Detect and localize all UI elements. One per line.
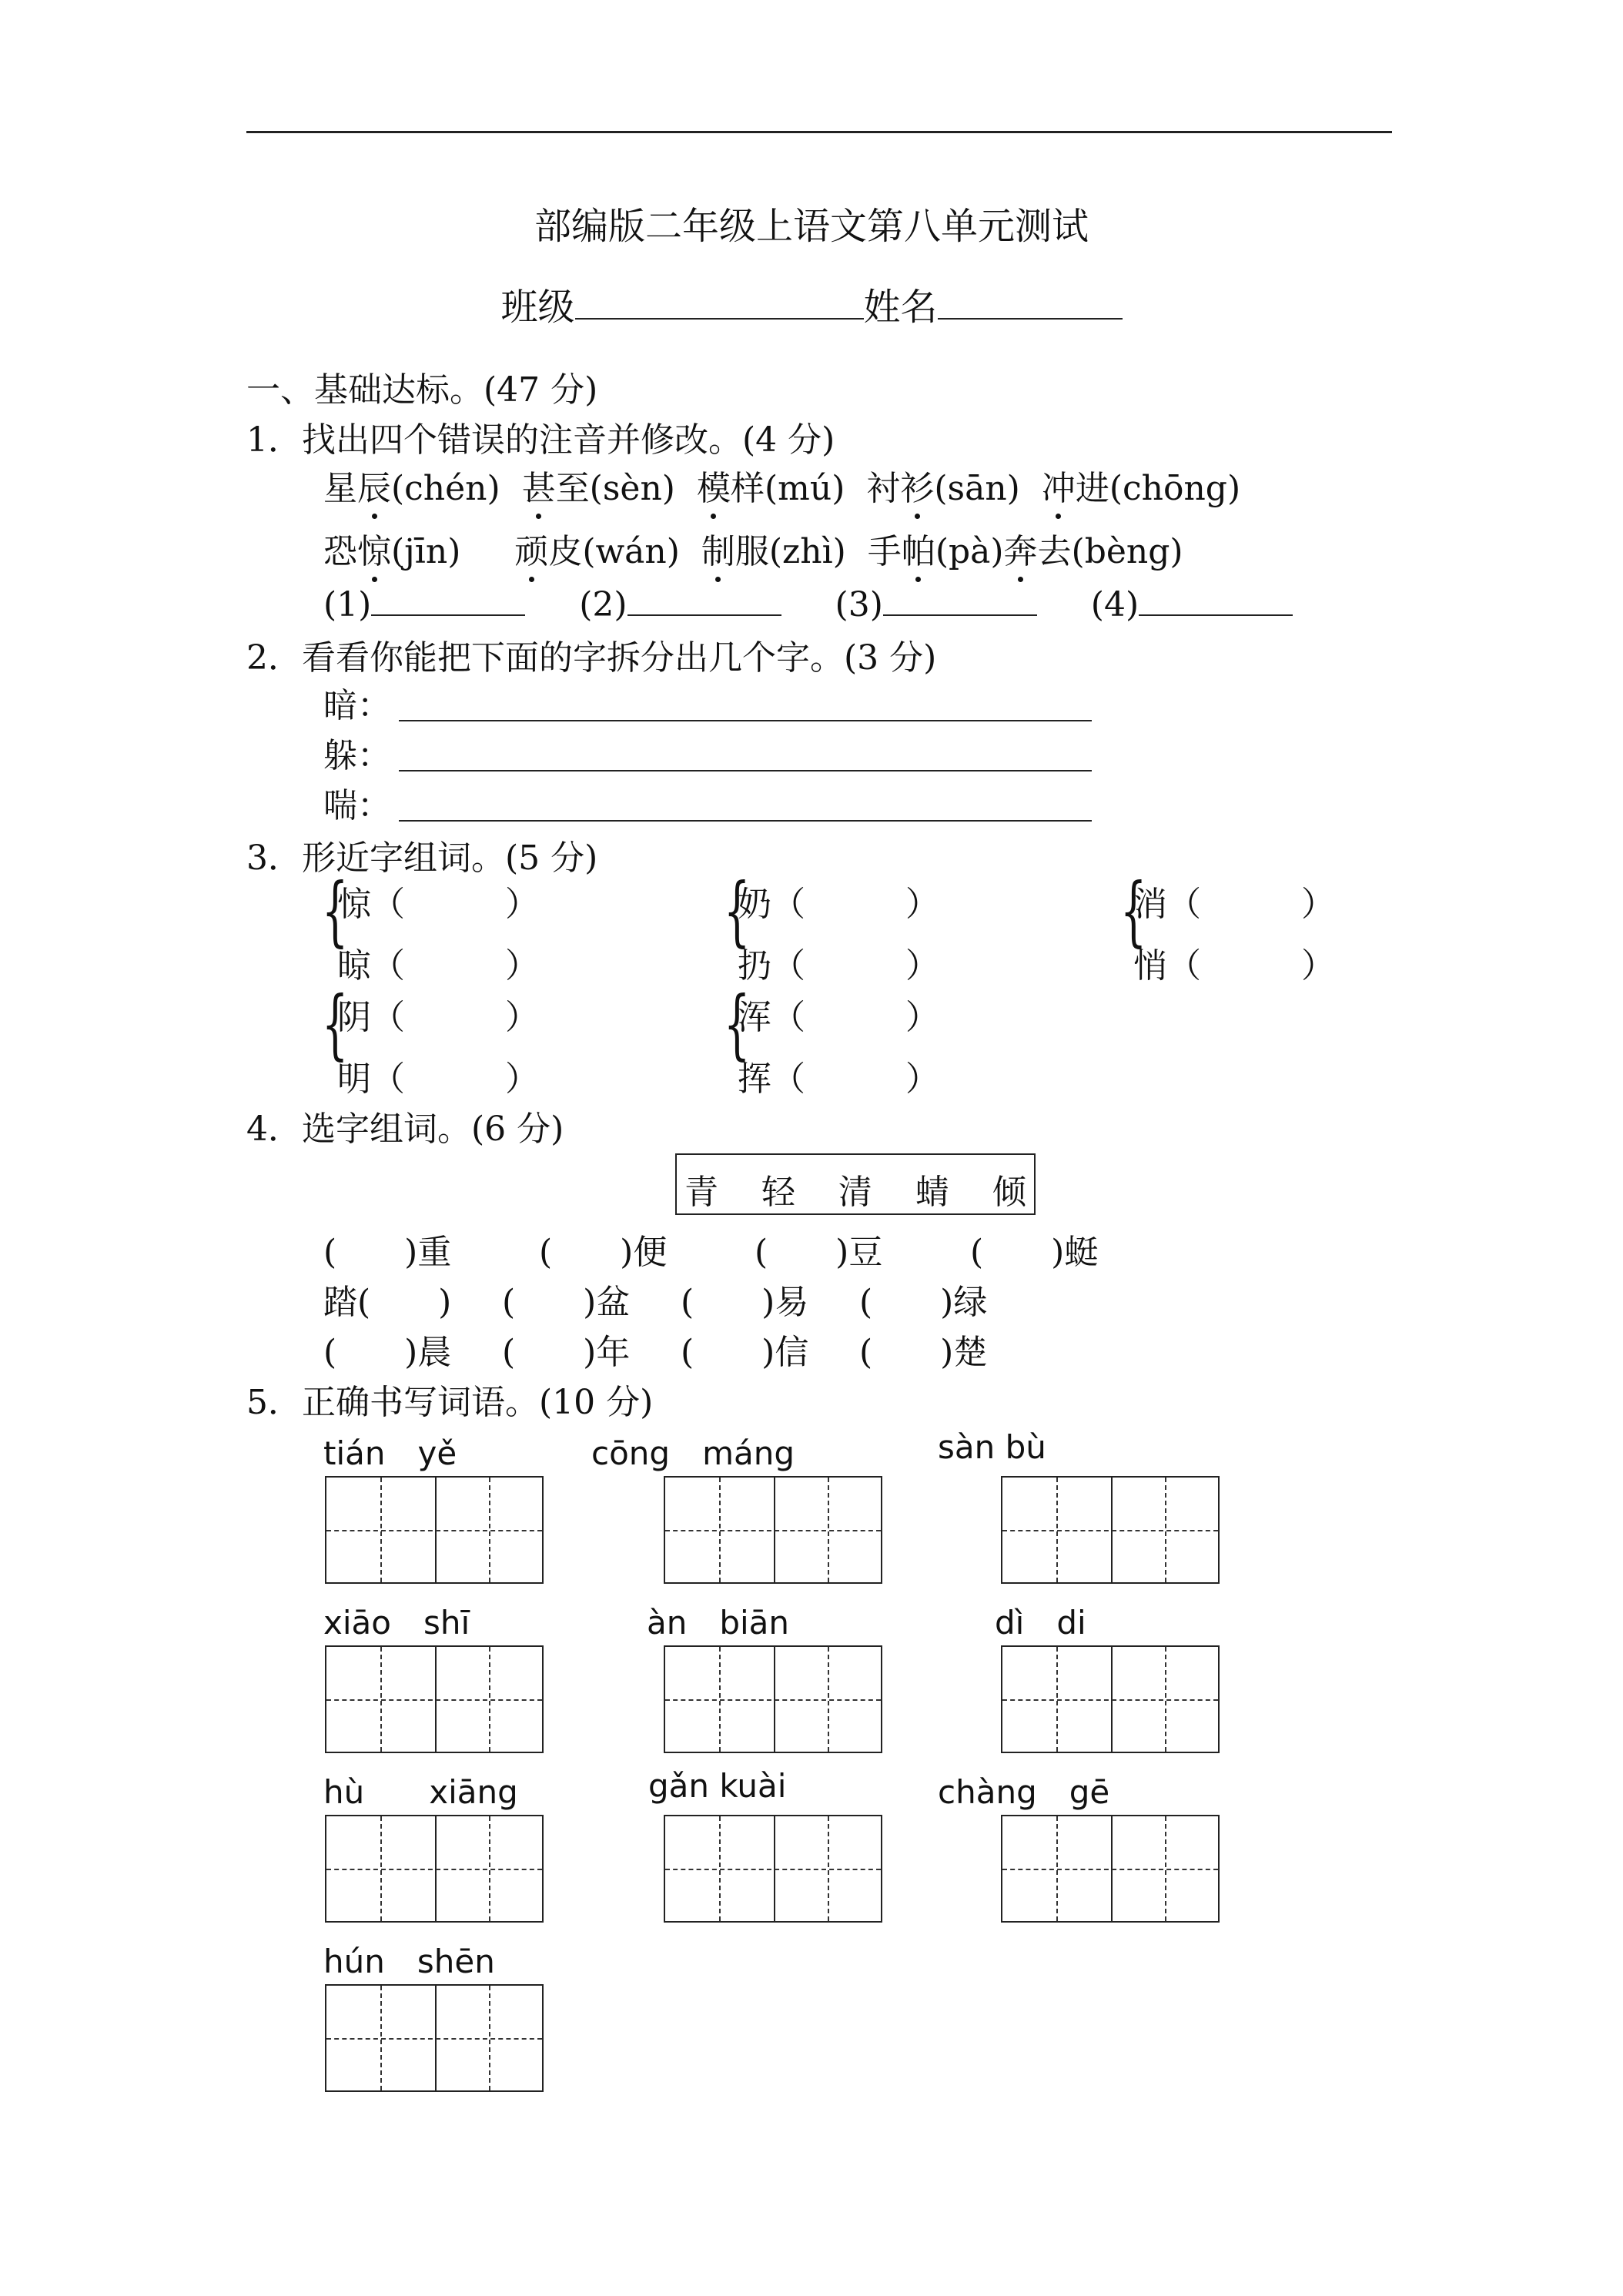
- option: 倾: [992, 1173, 1026, 1212]
- q4-item: ( )豆: [755, 1233, 883, 1272]
- q4-item: ( )晨: [323, 1333, 452, 1372]
- writing-grid[interactable]: [664, 1815, 882, 1923]
- pinyin-label: hù xiāng: [323, 1773, 518, 1811]
- brace-icon: {: [322, 981, 349, 1069]
- q3-item: 扔（ ）: [738, 946, 939, 986]
- q3-item: 挥（ ）: [738, 1059, 939, 1099]
- answer-label: (3): [835, 585, 883, 624]
- writing-grid[interactable]: [1001, 1476, 1220, 1584]
- q2-answer-line[interactable]: [399, 770, 1092, 771]
- q4-item: ( )重: [323, 1233, 452, 1272]
- answer-label: (2): [579, 585, 627, 624]
- brace-icon: {: [1120, 868, 1147, 956]
- q1-item: 冲进(chōng): [1041, 469, 1241, 508]
- class-label: 班级: [500, 286, 575, 329]
- answer-label: (4): [1090, 585, 1139, 624]
- q3-item: 悄（ ）: [1133, 946, 1335, 986]
- q4-option-box: [675, 1153, 1036, 1215]
- name-blank[interactable]: [938, 287, 1123, 320]
- class-name-line: [0, 277, 1623, 330]
- q2-answer-line[interactable]: [399, 820, 1092, 822]
- q4-item: ( )盆: [502, 1283, 631, 1322]
- answer-blank[interactable]: [371, 587, 525, 616]
- pinyin-label: chàng gē: [938, 1773, 1110, 1811]
- q4-row-2: [323, 1274, 987, 1324]
- answer-blank[interactable]: [1139, 587, 1293, 616]
- q3-item: 浑（ ）: [738, 998, 939, 1037]
- writing-grid[interactable]: [1001, 1815, 1220, 1923]
- q1-item: 衬衫(sān): [866, 469, 1020, 508]
- q3-item: 奶（ ）: [738, 885, 939, 924]
- q5-label: 5．正确书写词语。(10 分): [246, 1383, 654, 1422]
- q4-row-3: [323, 1324, 987, 1374]
- writing-grid[interactable]: [325, 1815, 544, 1923]
- pinyin-label: àn biān: [647, 1604, 790, 1642]
- pinyin-label: hún shēn: [323, 1943, 495, 1980]
- q4-item: ( )便: [539, 1233, 668, 1272]
- q3-item: 晾（ ）: [337, 946, 539, 986]
- q1-item: 模样(mú): [696, 469, 845, 508]
- q1-answers: [323, 585, 1293, 624]
- q2-label: 2．看看你能把下面的字拆分出几个字。(3 分): [246, 638, 937, 678]
- option: 清: [838, 1173, 872, 1212]
- q1-item: 星辰(chén): [323, 469, 500, 508]
- q1-row-1: [323, 460, 1240, 510]
- q4-options: [684, 1164, 1026, 1213]
- writing-grid[interactable]: [664, 1476, 882, 1584]
- pinyin-label: tián yě: [323, 1434, 457, 1472]
- writing-grid[interactable]: [325, 1984, 544, 2092]
- q4-item: ( )年: [502, 1333, 631, 1372]
- answer-label: (1): [323, 585, 372, 624]
- q1-item: 奔去(bèng): [1003, 532, 1183, 571]
- q3-item: 明（ ）: [337, 1059, 539, 1099]
- section-1-heading: 一、基础达标。(47 分): [246, 370, 598, 410]
- pinyin-label: cōng máng: [591, 1434, 795, 1472]
- brace-icon: {: [724, 868, 751, 956]
- q1-row-2: [323, 524, 1183, 573]
- top-rule: [246, 131, 1392, 133]
- q1-item: 恐惊(jīn): [323, 532, 461, 571]
- writing-grid[interactable]: [1001, 1645, 1220, 1753]
- pinyin-label: gǎn kuài: [648, 1767, 787, 1805]
- pinyin-label: dì di: [995, 1604, 1086, 1642]
- q2-answer-line[interactable]: [399, 720, 1092, 721]
- q1-item: 制服(zhì): [701, 532, 846, 571]
- q4-item: ( )蜓: [970, 1233, 1099, 1272]
- writing-grid[interactable]: [664, 1645, 882, 1753]
- page-title: 部编版二年级上语文第八单元测试: [534, 205, 1089, 248]
- q3-item: 惊（ ）: [337, 885, 539, 924]
- q4-item: 踏( ): [323, 1283, 452, 1322]
- option: 轻: [761, 1173, 795, 1212]
- q4-item: ( )楚: [859, 1333, 988, 1372]
- brace-icon: {: [322, 868, 349, 956]
- option: 青: [684, 1173, 718, 1212]
- q4-item: ( )信: [681, 1333, 809, 1372]
- q4-item: ( )易: [681, 1283, 809, 1322]
- writing-grid[interactable]: [325, 1476, 544, 1584]
- q3-label: 3．形近字组词。(5 分): [246, 838, 598, 878]
- pinyin-label: xiāo shī: [323, 1604, 470, 1642]
- q1-item: 顽皮(wán): [514, 532, 680, 571]
- brace-icon: {: [724, 981, 751, 1069]
- q2-char: 暗：: [323, 686, 391, 725]
- q3-item: 消（ ）: [1133, 885, 1335, 924]
- writing-grid[interactable]: [325, 1645, 544, 1753]
- class-blank[interactable]: [575, 287, 864, 320]
- q4-label: 4．选字组词。(6 分): [246, 1110, 564, 1149]
- option: 蜻: [915, 1173, 949, 1212]
- q3-item: 阴（ ）: [337, 998, 539, 1037]
- q1-label: 1．找出四个错误的注音并修改。(4 分): [246, 420, 835, 460]
- q1-item: 手帕(pà): [867, 532, 1004, 571]
- q2-char: 躲：: [323, 736, 391, 775]
- q1-item: 甚至(sèn): [521, 469, 675, 508]
- answer-blank[interactable]: [627, 587, 781, 616]
- pinyin-label: sàn bù: [938, 1428, 1046, 1466]
- q2-char: 喘：: [323, 786, 391, 825]
- name-label: 姓名: [863, 286, 938, 329]
- q4-item: ( )绿: [859, 1283, 988, 1322]
- q4-row-1: [323, 1224, 1098, 1274]
- answer-blank[interactable]: [883, 587, 1037, 616]
